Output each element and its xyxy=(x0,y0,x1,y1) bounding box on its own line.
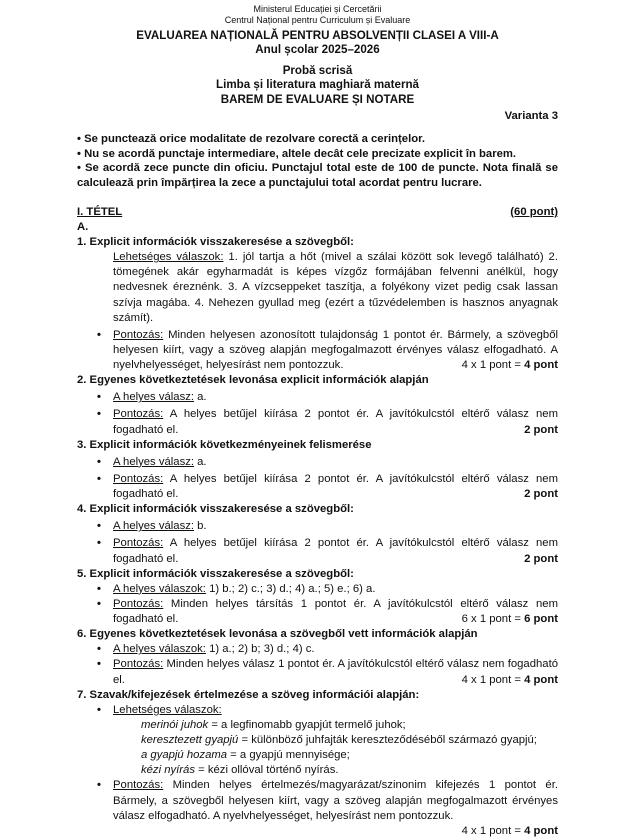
question-5-title: 5. Explicit információk visszakeresése a szövegből: xyxy=(77,567,354,580)
question-5-answer xyxy=(77,582,558,597)
question-2-title: 2. Egyenes következtetések levonása explicit információk alapján xyxy=(77,374,429,387)
points-formula: 6 x 1 pont = xyxy=(461,613,525,626)
answer-label: A helyes válaszok: xyxy=(113,582,206,595)
question-2-answer xyxy=(77,390,558,405)
answer-label: A helyes válasz: xyxy=(113,455,195,468)
answer-term: kézi nyírás xyxy=(141,764,195,777)
answer-label: A helyes válaszok: xyxy=(113,643,206,656)
answer-item xyxy=(77,733,558,748)
page-header xyxy=(77,4,558,26)
scoring-label: Pontozás: xyxy=(113,408,164,421)
scoring-text: Minden helyes válasz 1 pontot ér. A javítókulcstól eltérő válasz nem fogadható el. xyxy=(113,658,558,686)
section-heading xyxy=(77,205,558,220)
question-6-scoring xyxy=(77,657,558,687)
question-7-points xyxy=(77,824,558,839)
question-1-scoring xyxy=(77,328,558,373)
question-6-points xyxy=(462,673,558,688)
question-2-points: 2 pont xyxy=(524,423,558,436)
rule-item: • Se acordă zece puncte din oficiu. Punctajul total este de 100 de puncte. Nota finală se calculează prin împărțirea la zece a punctajului total acordat pentru lucrare. xyxy=(77,162,558,190)
subsection-label: A. xyxy=(77,220,89,233)
scoring-label: Pontozás: xyxy=(113,328,164,341)
scoring-text: A helyes betűjel kiírása 2 pontot ér. A javítókulcstól eltérő válasz nem fogadható el. xyxy=(113,408,558,436)
answer-definition: = a gyapjú mennyisége; xyxy=(227,749,350,762)
question-4-answer xyxy=(77,519,558,534)
rule-item: • Se punctează orice modalitate de rezolvare corectă a cerințelor. xyxy=(77,133,426,146)
answer-label: A helyes válasz: xyxy=(113,391,195,404)
question-4-title: 4. Explicit információk visszakeresése a szövegből: xyxy=(77,503,354,516)
points-formula: 4 x 1 pont = xyxy=(461,673,525,686)
answers-label: Lehetséges válaszok: xyxy=(113,251,224,264)
answers-text: 1. jól tartja a hőt (mivel a szálai között sok levegő található) 2. tömegének akár egyharmadát is képes vízgőz formájában felvenni anélkül, hogy nedvesnek éreznénk. 3. A vízcseppeket taszítja, a folyékony vizet pedig csak lassan szívja magába. 4. Nehezen gyullad meg (ezért a tűzvédelemben is hasznos anyagnak számít). xyxy=(113,251,558,324)
question-5-points xyxy=(462,612,558,627)
answer-text: 1) b.; 2) c.; 3) d.; 4) a.; 5) e.; 6) a. xyxy=(205,582,376,595)
general-rules xyxy=(77,132,558,191)
scoring-label: Pontozás: xyxy=(113,597,164,610)
points-total: 4 pont xyxy=(524,359,558,372)
question-7-title: 7. Szavak/kifejezések értelmezése a szöveg információi alapján: xyxy=(77,688,420,701)
rule-item: • Nu se acordă punctaje intermediare, altele decât cele precizate explicit în barem. xyxy=(77,147,517,160)
question-7-answers xyxy=(77,703,558,718)
scoring-text: Minden helyesen azonosított tulajdonság 1 pontot ér. Bármely, a szövegből helyesen kiírt, vagy a szöveg alapján megfogalmazott érvényes válasz elfogadható. A nyelvhelyességet, helyesírást nem pontozzuk. xyxy=(113,328,558,372)
answer-text: b. xyxy=(194,520,207,533)
scoring-label: Pontozás: xyxy=(113,472,164,485)
points-total: 6 pont xyxy=(524,613,558,626)
answer-item xyxy=(77,718,558,733)
answer-term: merinói juhok xyxy=(141,718,209,731)
school-year: Anul școlar 2025–2026 xyxy=(255,43,380,57)
answer-term: a gyapjú hozama xyxy=(141,749,228,762)
answer-text: a. xyxy=(194,455,207,468)
section-title: I. TÉTEL xyxy=(77,205,123,218)
question-2-scoring xyxy=(77,407,558,437)
points-formula: 4 x 1 pont = xyxy=(461,824,525,837)
question-4-scoring xyxy=(77,536,558,566)
question-1-answers xyxy=(77,250,558,326)
points-total: 4 pont xyxy=(524,673,558,686)
scoring-text: A helyes betűjel kiírása 2 pontot ér. A javítókulcstól eltérő válasz nem fogadható el. xyxy=(113,472,558,501)
proba-label: Probă scrisă xyxy=(282,63,353,77)
answers-label: Lehetséges válaszok: xyxy=(113,703,222,716)
answer-label: A helyes válasz: xyxy=(113,520,195,533)
question-3-points: 2 pont xyxy=(524,488,558,501)
answer-item xyxy=(77,763,558,778)
question-1-title: 1. Explicit információk visszakeresése a szövegből: xyxy=(77,236,354,249)
subject-title: Limba și literatura maghiară maternă xyxy=(216,78,419,92)
points-total: 4 pont xyxy=(524,824,558,837)
answer-definition: = kézi ollóval történő nyírás. xyxy=(195,764,339,777)
answer-text: 1) a.; 2) b; 3) d.; 4) c. xyxy=(205,643,315,656)
question-6-title: 6. Egyenes következtetések levonása a szövegből vett információk alapján xyxy=(77,628,478,641)
question-3-answer xyxy=(77,455,558,470)
question-5-scoring xyxy=(77,597,558,627)
scoring-label: Pontozás: xyxy=(113,537,164,550)
section-points: (60 pont) xyxy=(510,205,558,218)
answer-definition: = különböző juhfajták kereszteződéséből származó gyapjú; xyxy=(238,734,537,747)
points-formula: 4 x 1 pont = xyxy=(461,359,525,372)
answer-item xyxy=(77,748,558,763)
center-name: Centrul Național pentru Curriculum și Evaluare xyxy=(224,14,411,25)
barem-title: BAREM DE EVALUARE ȘI NOTARE xyxy=(220,92,415,106)
ministry-name: Ministerul Educației și Cercetării xyxy=(253,4,382,14)
question-3-title: 3. Explicit információk következményeinek felismerése xyxy=(77,438,372,451)
question-1-points xyxy=(462,358,558,373)
exam-title: EVALUAREA NAȚIONALĂ PENTRU ABSOLVENȚII CLASEI A VIII-A xyxy=(136,28,499,42)
variant-label: Varianta 3 xyxy=(504,110,558,123)
answer-term: keresztezett gyapjú xyxy=(141,734,239,747)
question-7-scoring xyxy=(77,778,558,823)
scoring-label: Pontozás: xyxy=(113,779,164,792)
question-3-scoring xyxy=(77,472,558,502)
document-page xyxy=(0,4,635,837)
answer-definition: = a legfinomabb gyapjút termelő juhok; xyxy=(208,718,406,731)
scoring-text: Minden helyes társítás 1 pontot ér. A javítókulcstól eltérő válasz nem fogadható el. xyxy=(113,597,558,626)
scoring-text: A helyes betűjel kiírása 2 pontot ér. A javítókulcstól eltérő válasz nem fogadható el. xyxy=(113,537,558,565)
scoring-text: Minden helyes értelmezés/magyarázat/szinonim kifejezés 1 pontot ér. Bármely, a szövegből helyesen kiírt, vagy a szöveg alapján megfogalmazott érvényes válasz elfogadható. A nyelvhelyességet, helyesírást nem pontozzuk. xyxy=(113,779,558,822)
answer-text: a. xyxy=(194,391,207,404)
question-4-points: 2 pont xyxy=(524,552,558,565)
scoring-label: Pontozás: xyxy=(113,658,164,671)
question-6-answer xyxy=(77,642,558,657)
